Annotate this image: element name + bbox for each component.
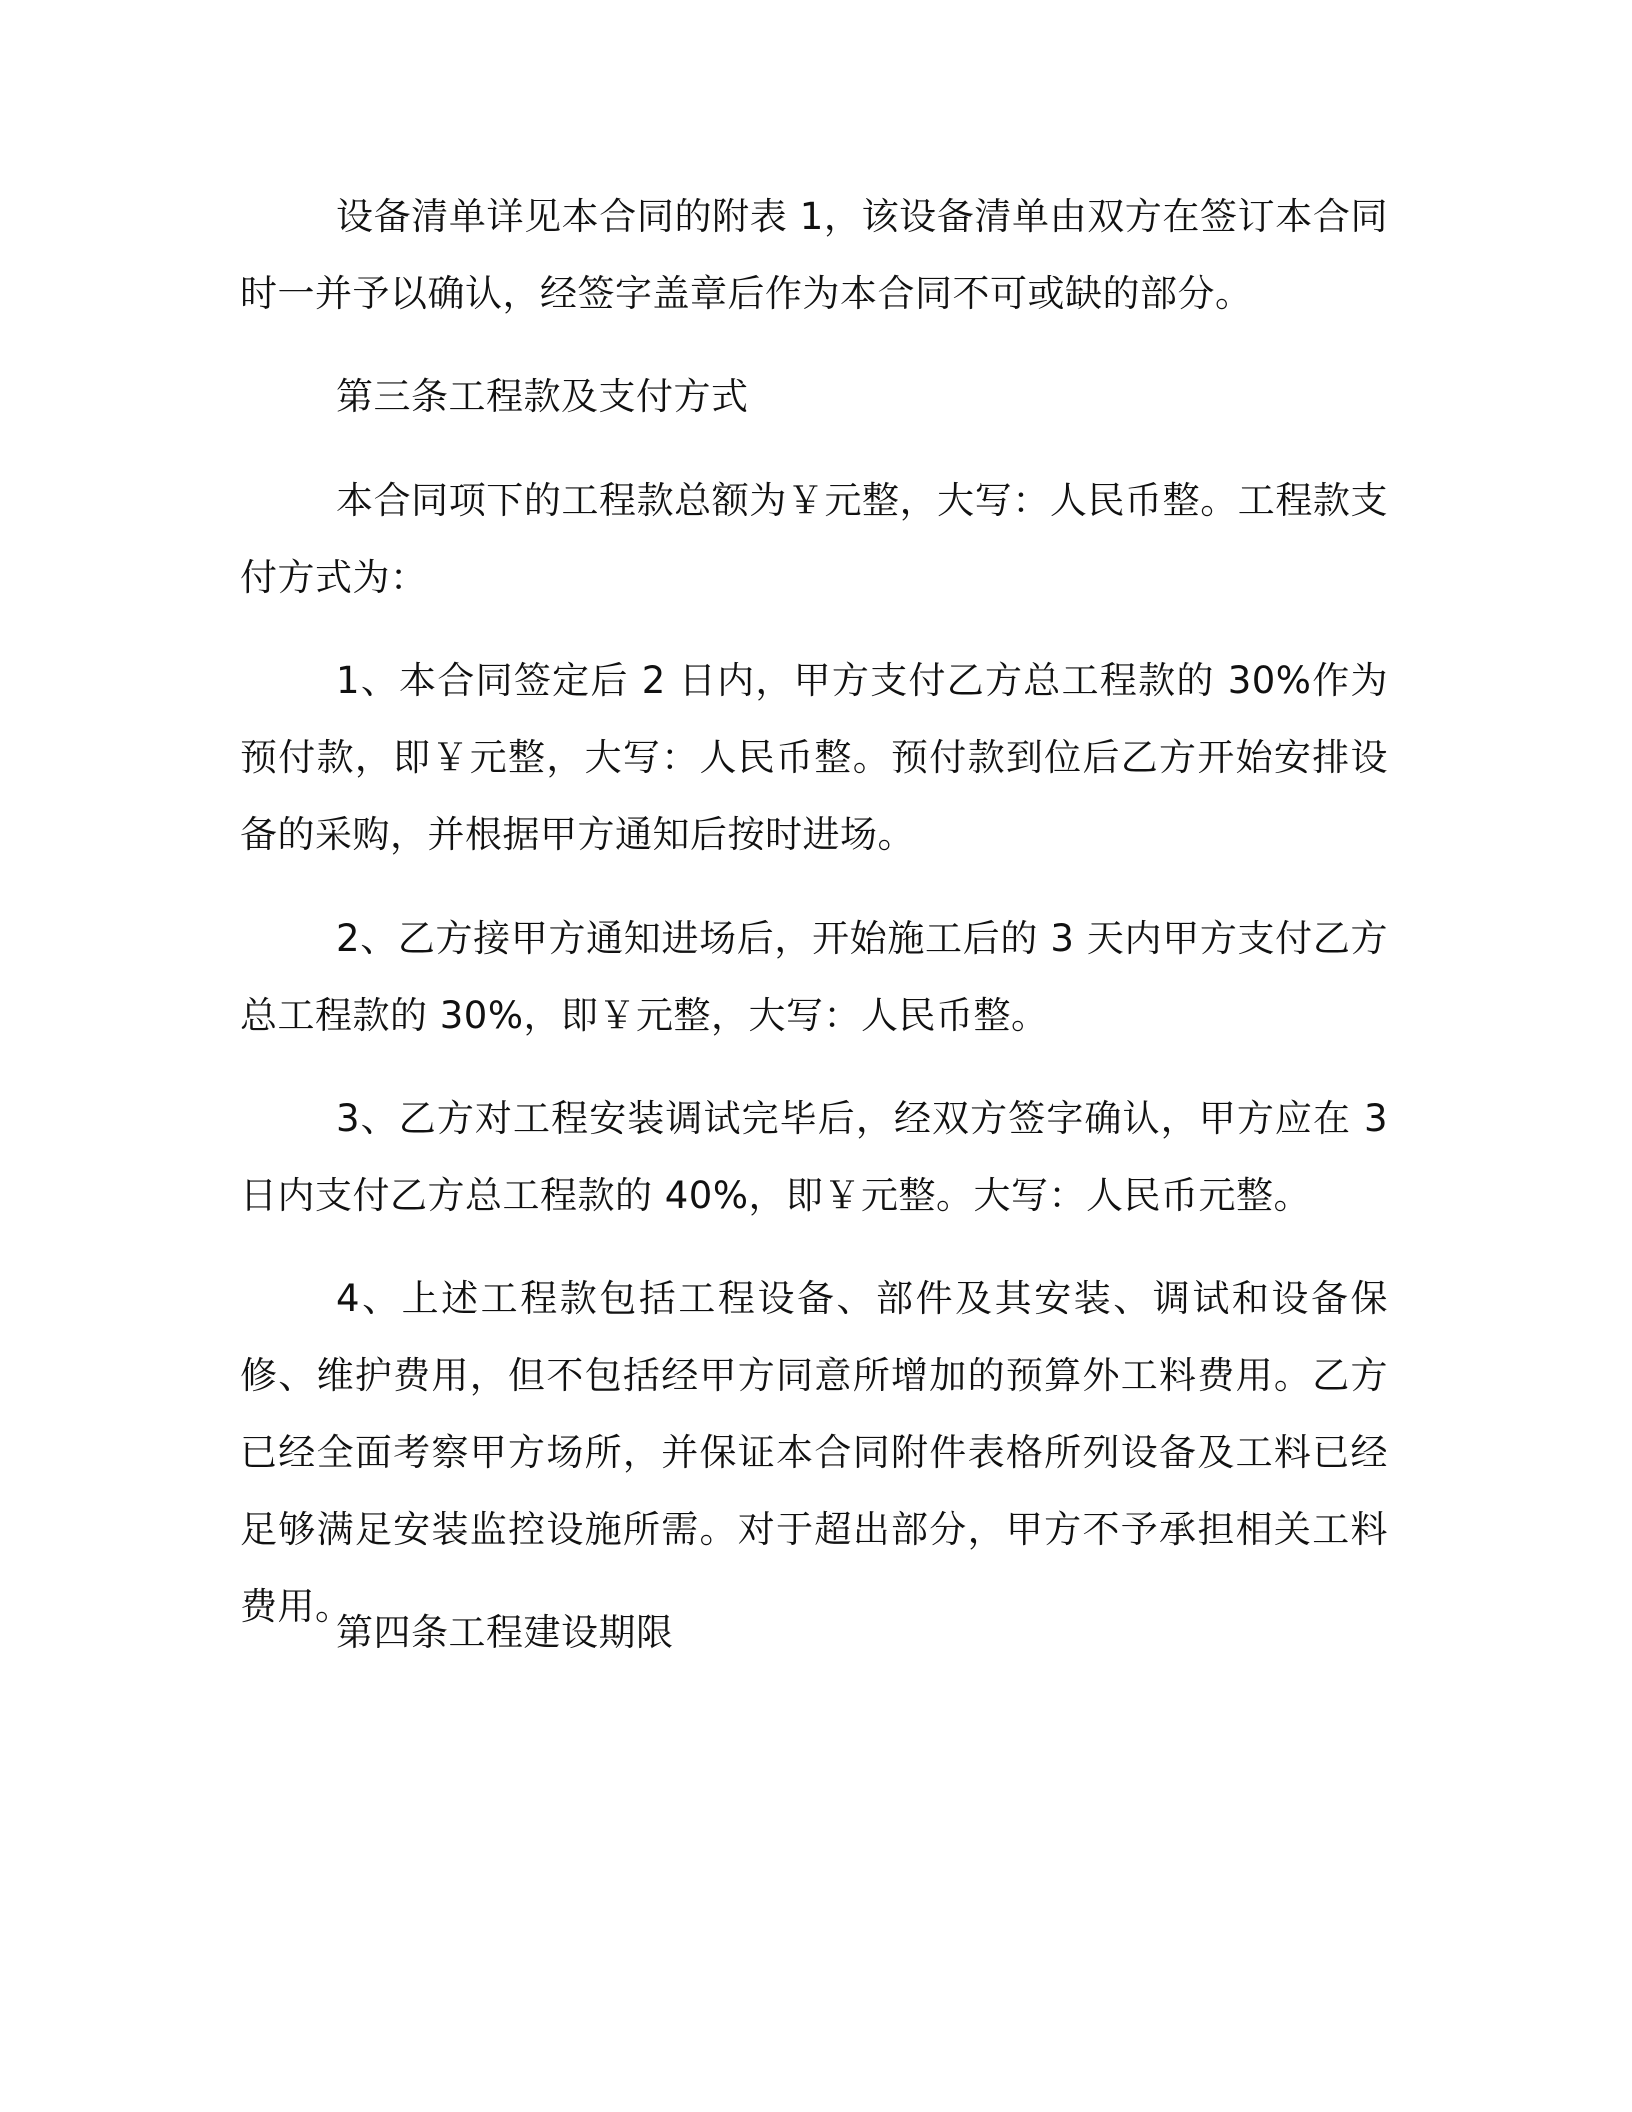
paragraph-total-amount: 本合同项下的工程款总额为￥元整，大写：人民币整。工程款支付方式为： [240,479,1388,599]
heading-article-4: 第四条工程建设期限 [336,1611,674,1654]
paragraph-payment-3: 3、乙方对工程安装调试完毕后，经双方签字确认，甲方应在 3 日内支付乙方总工程款的 40%，即￥元整。大写：人民币元整。 [240,1097,1388,1217]
heading-article-3: 第三条工程款及支付方式 [336,375,749,418]
paragraph-payment-4: 4、上述工程款包括工程设备、部件及其安装、调试和设备保修、维护费用，但不包括经甲方同意所增加的预算外工料费用。乙方已经全面考察甲方场所，并保证本合同附件表格所列设备及工料已经足够满足安装监控设施所需。对于超出部分，甲方不予承担相关工料费用。 [240,1277,1388,1628]
paragraph-equipment-list: 设备清单详见本合同的附表 1，该设备清单由双方在签订本合同时一并予以确认，经签字盖章后作为本合同不可或缺的部分。 [240,195,1388,315]
paragraph-payment-1: 1、本合同签定后 2 日内，甲方支付乙方总工程款的 30%作为预付款，即￥元整，大写：人民币整。预付款到位后乙方开始安排设备的采购，并根据甲方通知后按时进场。 [240,659,1388,856]
paragraph-payment-2: 2、乙方接甲方通知进场后，开始施工后的 3 天内甲方支付乙方总工程款的 30%，即￥元整，大写：人民币整。 [240,917,1388,1037]
